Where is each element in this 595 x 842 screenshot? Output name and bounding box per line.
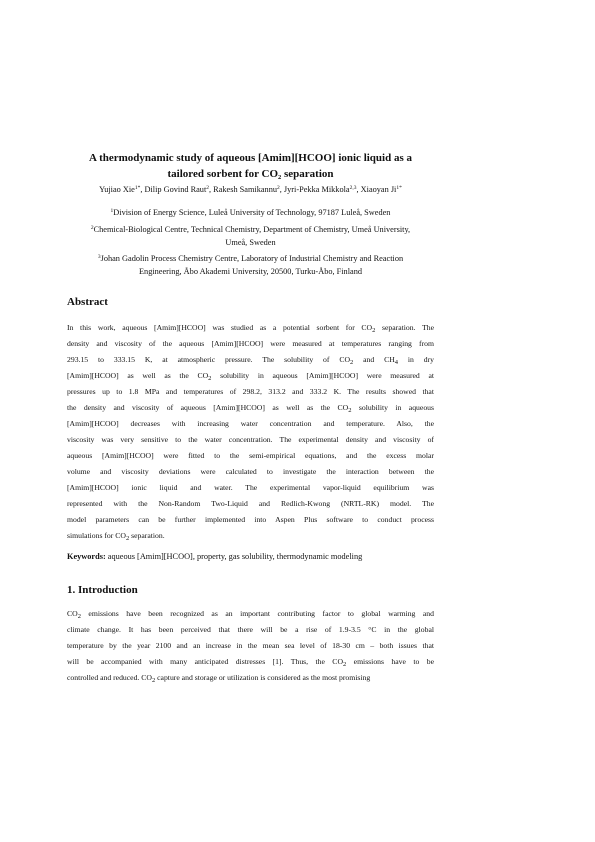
introduction-heading: 1. Introduction bbox=[67, 584, 138, 596]
affiliation-1 bbox=[55, 206, 446, 219]
author-name: Jyri-Pekka Mikkola bbox=[283, 185, 350, 194]
affiliation-2 bbox=[55, 223, 446, 249]
author-affiliation-mark: 1* bbox=[396, 185, 402, 191]
affiliation-3 bbox=[55, 252, 446, 278]
keywords-label: Keywords: bbox=[67, 552, 106, 561]
affiliation-mark: 3 bbox=[97, 254, 101, 260]
abstract-heading: Abstract bbox=[67, 296, 108, 308]
abstract-line: [Amim][HCOO] as well as the $CO_2$ solubility in aqueous [Amim][HCOO] were measured at bbox=[67, 371, 434, 382]
title-line-2-text: tailored sorbent for CO bbox=[167, 168, 278, 180]
abstract-line: volume and viscosity deviations were calculated to investigate the interaction between the bbox=[67, 467, 434, 476]
introduction-line: controlled and reduced. $CO_2$ capture and storage or utilization is considered as the most promising bbox=[67, 673, 371, 684]
author-affiliation-mark: 2 bbox=[277, 185, 280, 191]
affiliation-mark: 1 bbox=[110, 208, 114, 214]
abstract-body bbox=[67, 320, 434, 544]
author-list: Yujiao Xie$^{1*}$, Dilip Govind Raut$^2$, Rakesh Samikannu$^2$, Jyri-Pekka Mikkola$^{2,3}$, Xiaoyan $Ji^{1*}$ bbox=[99, 185, 402, 194]
abstract-line: aqueous [Amim][HCOO] were fitted to the semi-empirical equations, and the excess molar bbox=[67, 451, 434, 460]
paper-title bbox=[60, 150, 441, 182]
abstract-line: In this work, aqueous [Amim][HCOO] was studied as a potential sorbent for $CO_2$ separation. The bbox=[67, 323, 434, 334]
introduction-line: climate change. It has been perceived that there will be a rise of 1.9-3.5 °C in the global bbox=[67, 625, 434, 634]
introduction-line: $CO_2$ emissions have been recognized as an important contributing factor to global warming and bbox=[67, 609, 434, 620]
author-name: Rakesh Samikannu bbox=[213, 185, 278, 194]
author-name: Dilip Govind Raut bbox=[144, 185, 207, 194]
abstract-line: [Amim][HCOO] ionic liquid and water. The experimental vapor-liquid equilibrium was bbox=[67, 483, 434, 492]
author-affiliation-mark: 2 bbox=[206, 185, 210, 191]
abstract-line: the density and viscosity of aqueous [Amim][HCOO] as well as the $CO_2$ solubility in aqueous bbox=[67, 403, 434, 414]
abstract-line: 293.15 to 333.15 K, at atmospheric pressure. The solubility of $CO_2$ and $CH_4$ in dry bbox=[67, 355, 434, 366]
title-subscript: 2 bbox=[278, 174, 282, 181]
keywords-text: aqueous [Amim][HCOO], property, gas solubility, thermodynamic modeling bbox=[105, 552, 363, 561]
keywords bbox=[67, 551, 434, 563]
affiliation-line: $^3$Johan Gadolin Process Chemistry Centre, Laboratory of Industrial Chemistry and Reaction bbox=[97, 254, 404, 263]
abstract-line: pressures up to 1.8 MPa and temperatures of 298.2, 313.2 and 333.2 K. The results showed that bbox=[67, 387, 434, 396]
abstract-line: represented with the Non-Random Two-Liquid and Redlich-Kwong (NRTL-RK) model. The bbox=[67, 499, 434, 508]
title-line-2-end: separation bbox=[281, 168, 334, 180]
title-line-2 bbox=[60, 166, 441, 182]
author-name: Xiaoyan Ji bbox=[360, 185, 397, 194]
author-affiliation-mark: 2,3 bbox=[349, 185, 357, 191]
abstract-line: [Amim][HCOO] decreases with increasing water concentration and temperature. Also, the bbox=[67, 419, 434, 428]
affiliation-line: $^1$Division of Energy Science, Luleå University of Technology, 97187 Luleå, Sweden bbox=[110, 208, 391, 217]
title-line-1: A thermodynamic study of aqueous [Amim][HCOO] ionic liquid as a bbox=[89, 152, 412, 164]
introduction-line: will be accompanied with many anticipated distresses [1]. Thus, the $CO_2$ emissions have to be bbox=[67, 657, 434, 668]
author-affiliation-mark: 1* bbox=[134, 185, 141, 191]
affiliation-mark: 2 bbox=[90, 225, 94, 231]
abstract-line: model parameters can be further implemented into Aspen Plus software to conduct process bbox=[67, 515, 434, 524]
affiliation-line: $^2$Chemical-Biological Centre, Technical Chemistry, Department of Chemistry, Umeå University, bbox=[90, 225, 411, 234]
abstract-line: simulations for $CO_2$ separation. bbox=[67, 531, 165, 542]
author-name: Yujiao Xie bbox=[99, 185, 135, 194]
affiliation-line: Engineering, Åbo Akademi University, 20500, Turku-Åbo, Finland bbox=[138, 267, 362, 276]
abstract-line: viscosity was very sensitive to the water concentration. The experimental density and viscosity of bbox=[67, 435, 434, 444]
affiliation-line: Umeå, Sweden bbox=[225, 238, 276, 247]
abstract-line: density and viscosity of the aqueous [Amim][HCOO] were measured at temperatures ranging from bbox=[67, 339, 434, 348]
introduction-line: temperature by the year 2100 and an increase in the mean sea level of 18-30 cm – both issues that bbox=[67, 641, 434, 650]
introduction-body bbox=[67, 606, 434, 686]
